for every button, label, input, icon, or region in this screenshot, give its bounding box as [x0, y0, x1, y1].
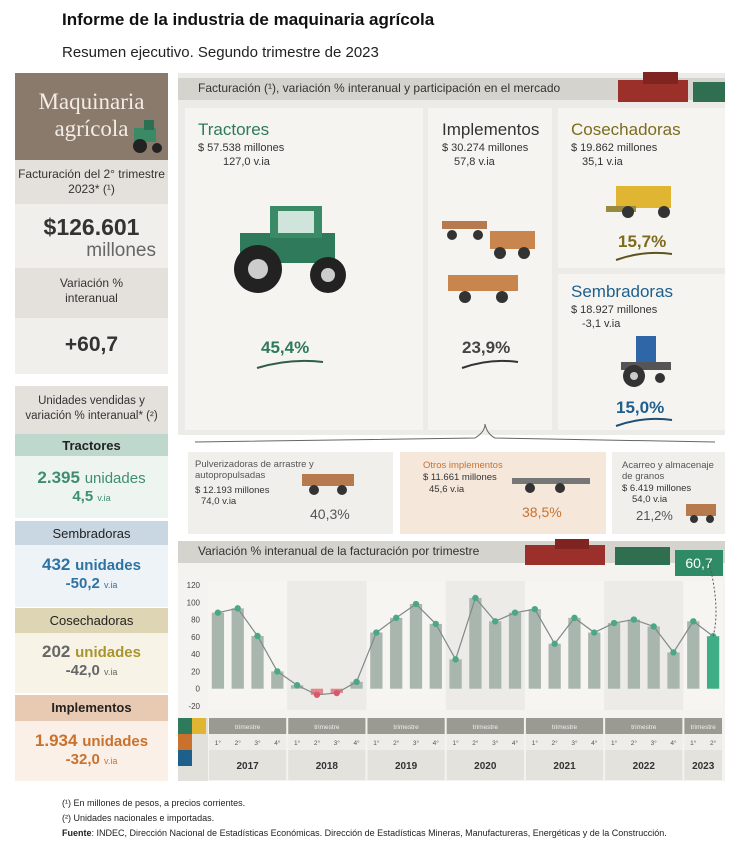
data-point [314, 692, 320, 698]
quarter-word: trimestre [393, 724, 419, 731]
variation-value: +60,7 [64, 333, 119, 356]
y-tick-label: 60 [191, 632, 200, 642]
units-tractores-value: 2.395 [37, 468, 80, 487]
card-cosechadoras-share: 15,7% [618, 232, 667, 251]
units-sembradoras-var: -50,2 [65, 575, 100, 592]
units-sembradoras-header: Sembradoras [15, 521, 168, 545]
card-sembradoras [558, 274, 725, 430]
year-label: 2018 [315, 761, 338, 772]
bar [648, 626, 660, 688]
source-text: : INDEC, Dirección Nacional de Estadísticas Económicas. Dirección de Estadísticas Mineras, Manufactureras, Energéticas y de la Construcción. [91, 828, 667, 838]
report-title: Informe de la industria de maquinaria agrícola [62, 10, 435, 29]
data-point [571, 615, 577, 621]
card-tractores-share: 45,4% [261, 338, 310, 357]
billing-label-box [15, 160, 168, 204]
units-implementos-value: 1.934 [34, 731, 78, 750]
data-point [650, 623, 656, 629]
tractor-red-icon [598, 72, 725, 102]
quarter-label: 1° [452, 740, 459, 747]
units-implementos-header: Implementos [15, 695, 168, 721]
footnote-1: (¹) En millones de pesos, a precios corrientes. [62, 798, 246, 808]
data-point [472, 595, 478, 601]
bar [568, 618, 580, 689]
quarterly-variation-chart [178, 563, 725, 781]
implement-icon [440, 213, 540, 308]
units-label: Unidades vendidas y variación % interanual* (²) [25, 395, 158, 422]
data-point [235, 605, 241, 611]
legend-swatch [178, 734, 192, 750]
footnote-source [62, 828, 667, 838]
quarter-label: 4° [511, 740, 519, 747]
bar [410, 604, 422, 689]
data-point [393, 615, 399, 621]
quarter-label: 2° [551, 740, 558, 747]
report-subtitle: Resumen ejecutivo. Segundo trimestre de 2023 [62, 44, 379, 61]
quarter-label: 4° [670, 740, 677, 747]
implement-icon [510, 472, 595, 496]
quarter-word: trimestre [472, 724, 498, 731]
y-tick-label: 20 [191, 667, 200, 677]
bracket-connector [185, 422, 725, 450]
card-pulverizadoras-title: Pulverizadoras de arrastre y autopropulsadas [195, 459, 314, 481]
year-band [287, 581, 366, 710]
billing-unit: millones [86, 240, 156, 261]
data-point [611, 620, 617, 626]
bar [449, 659, 461, 688]
legend-swatch [178, 718, 192, 734]
units-sembradoras-var-unit: v.ia [104, 580, 118, 590]
billing-value: $126.601 [43, 214, 140, 240]
bar [390, 618, 402, 689]
bar [548, 644, 560, 689]
quarter-label: 2° [393, 740, 400, 747]
quarter-label: 2° [709, 740, 717, 747]
units-cosechadoras-var-unit: v.ia [104, 667, 118, 677]
y-tick-label: 80 [191, 615, 200, 625]
year-label: 2023 [692, 761, 715, 772]
y-tick-label: 0 [195, 684, 200, 694]
units-tractores-header: Tractores [15, 434, 168, 456]
card-acarreo-title: Acarreo y almacenaje de granos [622, 460, 714, 482]
card-tractores-amount: $ 57.538 millones [198, 142, 285, 154]
quarter-label: 3° [254, 740, 261, 747]
card-cosechadoras [558, 108, 725, 268]
quarter-label: 2° [234, 740, 241, 747]
units-cosechadoras-unit: unidades [75, 644, 141, 661]
data-point [274, 668, 280, 674]
variation-label: Variación % interanual [59, 276, 124, 305]
units-sembradoras [15, 545, 168, 607]
bar [430, 624, 442, 689]
harvester-icon [606, 178, 686, 220]
card-implementos-amount: $ 30.274 millones [442, 142, 529, 154]
year-label: 2022 [632, 761, 655, 772]
tractor-icon [130, 118, 166, 156]
card-cosechadoras-var: 35,1 v.ia [582, 156, 623, 168]
variation-value-box [15, 318, 168, 374]
billing-value-box [15, 204, 168, 268]
card-otros-var: 45,6 v.ia [429, 484, 465, 495]
data-point [551, 641, 557, 647]
y-tick-label: 120 [186, 581, 200, 590]
units-cosechadoras-var: -42,0 [65, 662, 100, 679]
data-point [215, 609, 221, 615]
underline-icon [255, 358, 325, 370]
card-tractores-var: 127,0 v.ia [223, 156, 270, 168]
data-point [294, 682, 300, 688]
y-tick-label: 40 [191, 650, 200, 660]
quarter-label: 2° [630, 740, 637, 747]
quarter-label: 1° [690, 740, 697, 747]
brand-line1: Maquinaria [38, 89, 145, 114]
y-tick-label: 100 [186, 598, 200, 608]
quarter-label: 3° [492, 740, 499, 747]
quarter-label: 2° [472, 740, 479, 747]
year-label: 2019 [394, 761, 418, 772]
quarter-label: 3° [412, 740, 420, 747]
data-point [532, 606, 538, 612]
card-tractores [185, 108, 423, 430]
legend-swatch [178, 750, 192, 766]
quarter-label: 2° [313, 740, 321, 747]
card-otros-implementos [400, 452, 606, 534]
quarter-word: trimestre [551, 724, 578, 731]
card-cosechadoras-title: Cosechadoras [571, 120, 681, 139]
card-acarreo-var: 54,0 v.ia [632, 494, 668, 505]
quarter-word: trimestre [234, 724, 261, 731]
units-implementos-var-unit: v.ia [104, 756, 118, 766]
quarter-label: 4° [274, 740, 281, 747]
data-point [512, 609, 518, 615]
quarter-label: 1° [531, 740, 538, 747]
data-point [492, 618, 498, 624]
units-tractores [15, 456, 168, 518]
units-tractores-unit: unidades [84, 470, 146, 487]
bar [707, 636, 719, 688]
data-point [373, 629, 379, 635]
bar [667, 652, 679, 688]
year-label: 2020 [474, 761, 497, 772]
card-pulverizadoras-share: 40,3% [310, 506, 350, 522]
year-label: 2021 [553, 761, 576, 772]
units-implementos [15, 721, 168, 781]
footnote-2: (²) Unidades nacionales e importadas. [62, 813, 215, 823]
tractor-icon [230, 203, 355, 295]
card-pulverizadoras [188, 452, 393, 534]
quarter-label: 4° [591, 740, 598, 747]
bar [529, 609, 541, 689]
units-label-box [15, 386, 168, 434]
card-implementos-title: Implementos [442, 120, 540, 139]
units-sembradoras-value: 432 [42, 555, 71, 574]
units-tractores-var-unit: v.ia [97, 493, 111, 503]
quarter-label: 3° [650, 740, 657, 747]
card-pulverizadoras-amount: $ 12.193 millones [195, 485, 270, 496]
data-point [670, 649, 676, 655]
units-cosechadoras [15, 633, 168, 693]
card-pulverizadoras-var: 74,0 v.ia [201, 496, 237, 507]
source-label: Fuente [62, 828, 92, 838]
bar [687, 621, 699, 688]
quarter-label: 4° [432, 740, 439, 747]
card-acarreo-amount: $ 6.419 millones [622, 483, 692, 494]
chart-title: Variación % interanual de la facturación por trimestre [178, 541, 725, 563]
card-sembradoras-share: 15,0% [616, 398, 665, 417]
year-label: 2017 [236, 761, 259, 772]
data-point [452, 656, 458, 662]
sprayer-icon [300, 468, 360, 498]
quarter-label: 1° [294, 740, 301, 747]
units-implementos-unit: unidades [82, 733, 149, 750]
underline-icon [460, 358, 520, 370]
brand-box [15, 73, 168, 160]
bar [212, 613, 224, 689]
quarter-label: 3° [571, 740, 578, 747]
card-sembradoras-amount: $ 18.927 millones [571, 304, 658, 316]
card-cosechadoras-amount: $ 19.862 millones [571, 142, 658, 154]
underline-icon [614, 250, 674, 262]
quarter-label: 4° [353, 740, 360, 747]
bar [509, 613, 521, 689]
data-point [334, 690, 340, 696]
data-point [631, 616, 637, 622]
quarter-word: trimestre [690, 724, 716, 731]
units-tractores-var: 4,5 [72, 488, 94, 505]
card-implementos [428, 108, 552, 430]
card-tractores-title: Tractores [198, 120, 270, 139]
quarter-label: 1° [373, 740, 380, 747]
legend-swatch [192, 718, 206, 734]
data-point [254, 633, 260, 639]
card-implementos-share: 23,9% [462, 338, 511, 357]
card-acarreo-share: 21,2% [636, 508, 673, 523]
card-acarreo [612, 452, 725, 534]
units-sembradoras-unit: unidades [75, 557, 141, 574]
data-point [690, 618, 696, 624]
bar [588, 633, 600, 689]
card-sembradoras-title: Sembradoras [571, 282, 674, 301]
card-otros-title: Otros implementos [423, 460, 503, 471]
quarter-label: 1° [214, 740, 222, 747]
units-implementos-var: -32,0 [65, 751, 100, 768]
data-point [413, 601, 419, 607]
billing-label: Facturación del 2° trimestre 2023* (¹) [18, 167, 165, 196]
quarter-word: trimestre [314, 724, 340, 731]
bar [628, 620, 640, 689]
units-cosechadoras-header: Cosechadoras [15, 608, 168, 633]
market-panel-title: Facturación (¹), variación % interanual y participación en el mercado [178, 78, 725, 100]
card-otros-amount: $ 11.661 millones [423, 472, 497, 483]
y-tick-label: -20 [188, 702, 200, 711]
chart-highlight-badge: 60,7 [675, 550, 723, 576]
data-point [433, 621, 439, 627]
card-sembradoras-var: -3,1 v.ia [582, 318, 621, 330]
units-cosechadoras-value: 202 [42, 642, 71, 661]
card-otros-share: 38,5% [522, 504, 562, 520]
seeder-icon [616, 334, 676, 389]
variation-label-box [15, 268, 168, 318]
quarter-word: trimestre [631, 724, 657, 731]
data-point [353, 679, 359, 685]
bar [370, 633, 382, 689]
data-point [591, 629, 597, 635]
bar [489, 621, 501, 688]
grain-cart-icon [684, 502, 720, 524]
tractor-red-icon [505, 539, 670, 565]
card-implementos-var: 57,8 v.ia [454, 156, 495, 168]
bar [608, 623, 620, 689]
quarter-label: 1° [610, 740, 618, 747]
bar [232, 608, 244, 688]
brand-line2: agrícola [54, 116, 129, 141]
quarter-label: 3° [333, 740, 340, 747]
